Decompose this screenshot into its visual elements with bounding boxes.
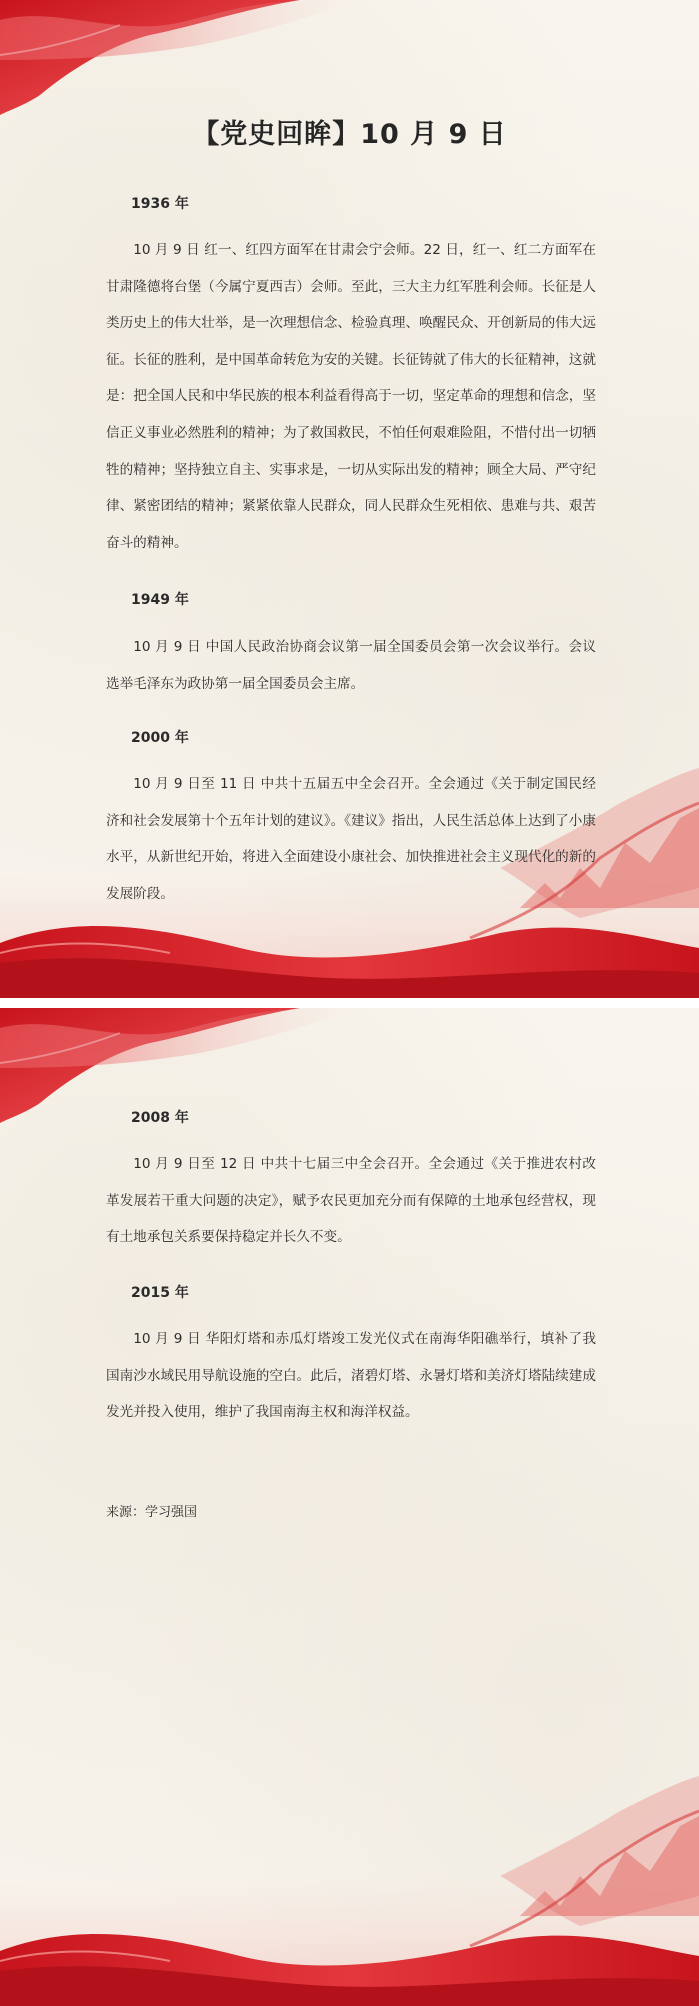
page-sheet-2	[0, 1008, 699, 2006]
great-wall-ribbon-decoration-bottom	[0, 1756, 699, 2006]
year-heading-2008: 2008 年	[131, 1110, 189, 1126]
year-heading-2015: 2015 年	[131, 1285, 189, 1301]
page-break-gap	[0, 998, 699, 1008]
entry-text-1936: 10 月 9 日 红一、红四方面军在甘肃会宁会师。22 日，红一、红二方面军在甘肃隆德将台堡（今属宁夏西吉）会师。至此，三大主力红军胜利会师。长征是人类历史上的伟大壮举，是一次理想信念、检验真理、唤醒民众、开创新局的伟大远征。长征的胜利，是中国革命转危为安的关键。长征铸就了伟大的长征精神，这就是：把全国人民和中华民族的根本利益看得高于一切，坚定革命的理想和信念，坚信正义事业必然胜利的精神；为了救国救民，不怕任何艰难险阻，不惜付出一切牺牲的精神；坚持独立自主、实事求是，一切从实际出发的精神；顾全大局、严守纪律、紧密团结的精神；紧紧依靠人民群众，同人民群众生死相依、患难与共、艰苦奋斗的精神。	[106, 242, 596, 551]
entry-text-2015: 10 月 9 日 华阳灯塔和赤瓜灯塔竣工发光仪式在南海华阳礁举行，填补了我国南沙水域民用导航设施的空白。此后，渚碧灯塔、永暑灯塔和美济灯塔陆续建成发光并投入使用，维护了我国南海主权和海洋权益。	[106, 1331, 596, 1421]
entry-text-2008: 10 月 9 日至 12 日 中共十七届三中全会召开。全会通过《关于推进农村改革发展若干重大问题的决定》，赋予农民更加充分而有保障的土地承包经营权，现有土地承包关系要保持稳定并长久不变。	[106, 1156, 596, 1246]
red-silk-ribbon-top-left	[0, 0, 380, 120]
year-heading-2000: 2000 年	[131, 730, 189, 746]
entry-text-1949: 10 月 9 日 中国人民政治协商会议第一届全国委员会第一次会议举行。会议选举毛泽东为政协第一届全国委员会主席。	[106, 639, 596, 692]
page-sheet-1	[0, 0, 699, 998]
year-heading-1936: 1936 年	[131, 196, 189, 212]
source-credit: 来源：学习强国	[106, 1505, 198, 1520]
entry-text-2000: 10 月 9 日至 11 日 中共十五届五中全会召开。全会通过《关于制定国民经济和社会发展第十个五年计划的建议》。《建议》指出，人民生活总体上达到了小康水平，从新世纪开始，将进入全面建设小康社会、加快推进社会主义现代化的新的发展阶段。	[106, 776, 596, 902]
page-title: 【党史回眸】10 月 9 日	[192, 119, 507, 150]
red-silk-ribbon-top-left	[0, 1008, 380, 1128]
year-heading-1949: 1949 年	[131, 592, 189, 608]
